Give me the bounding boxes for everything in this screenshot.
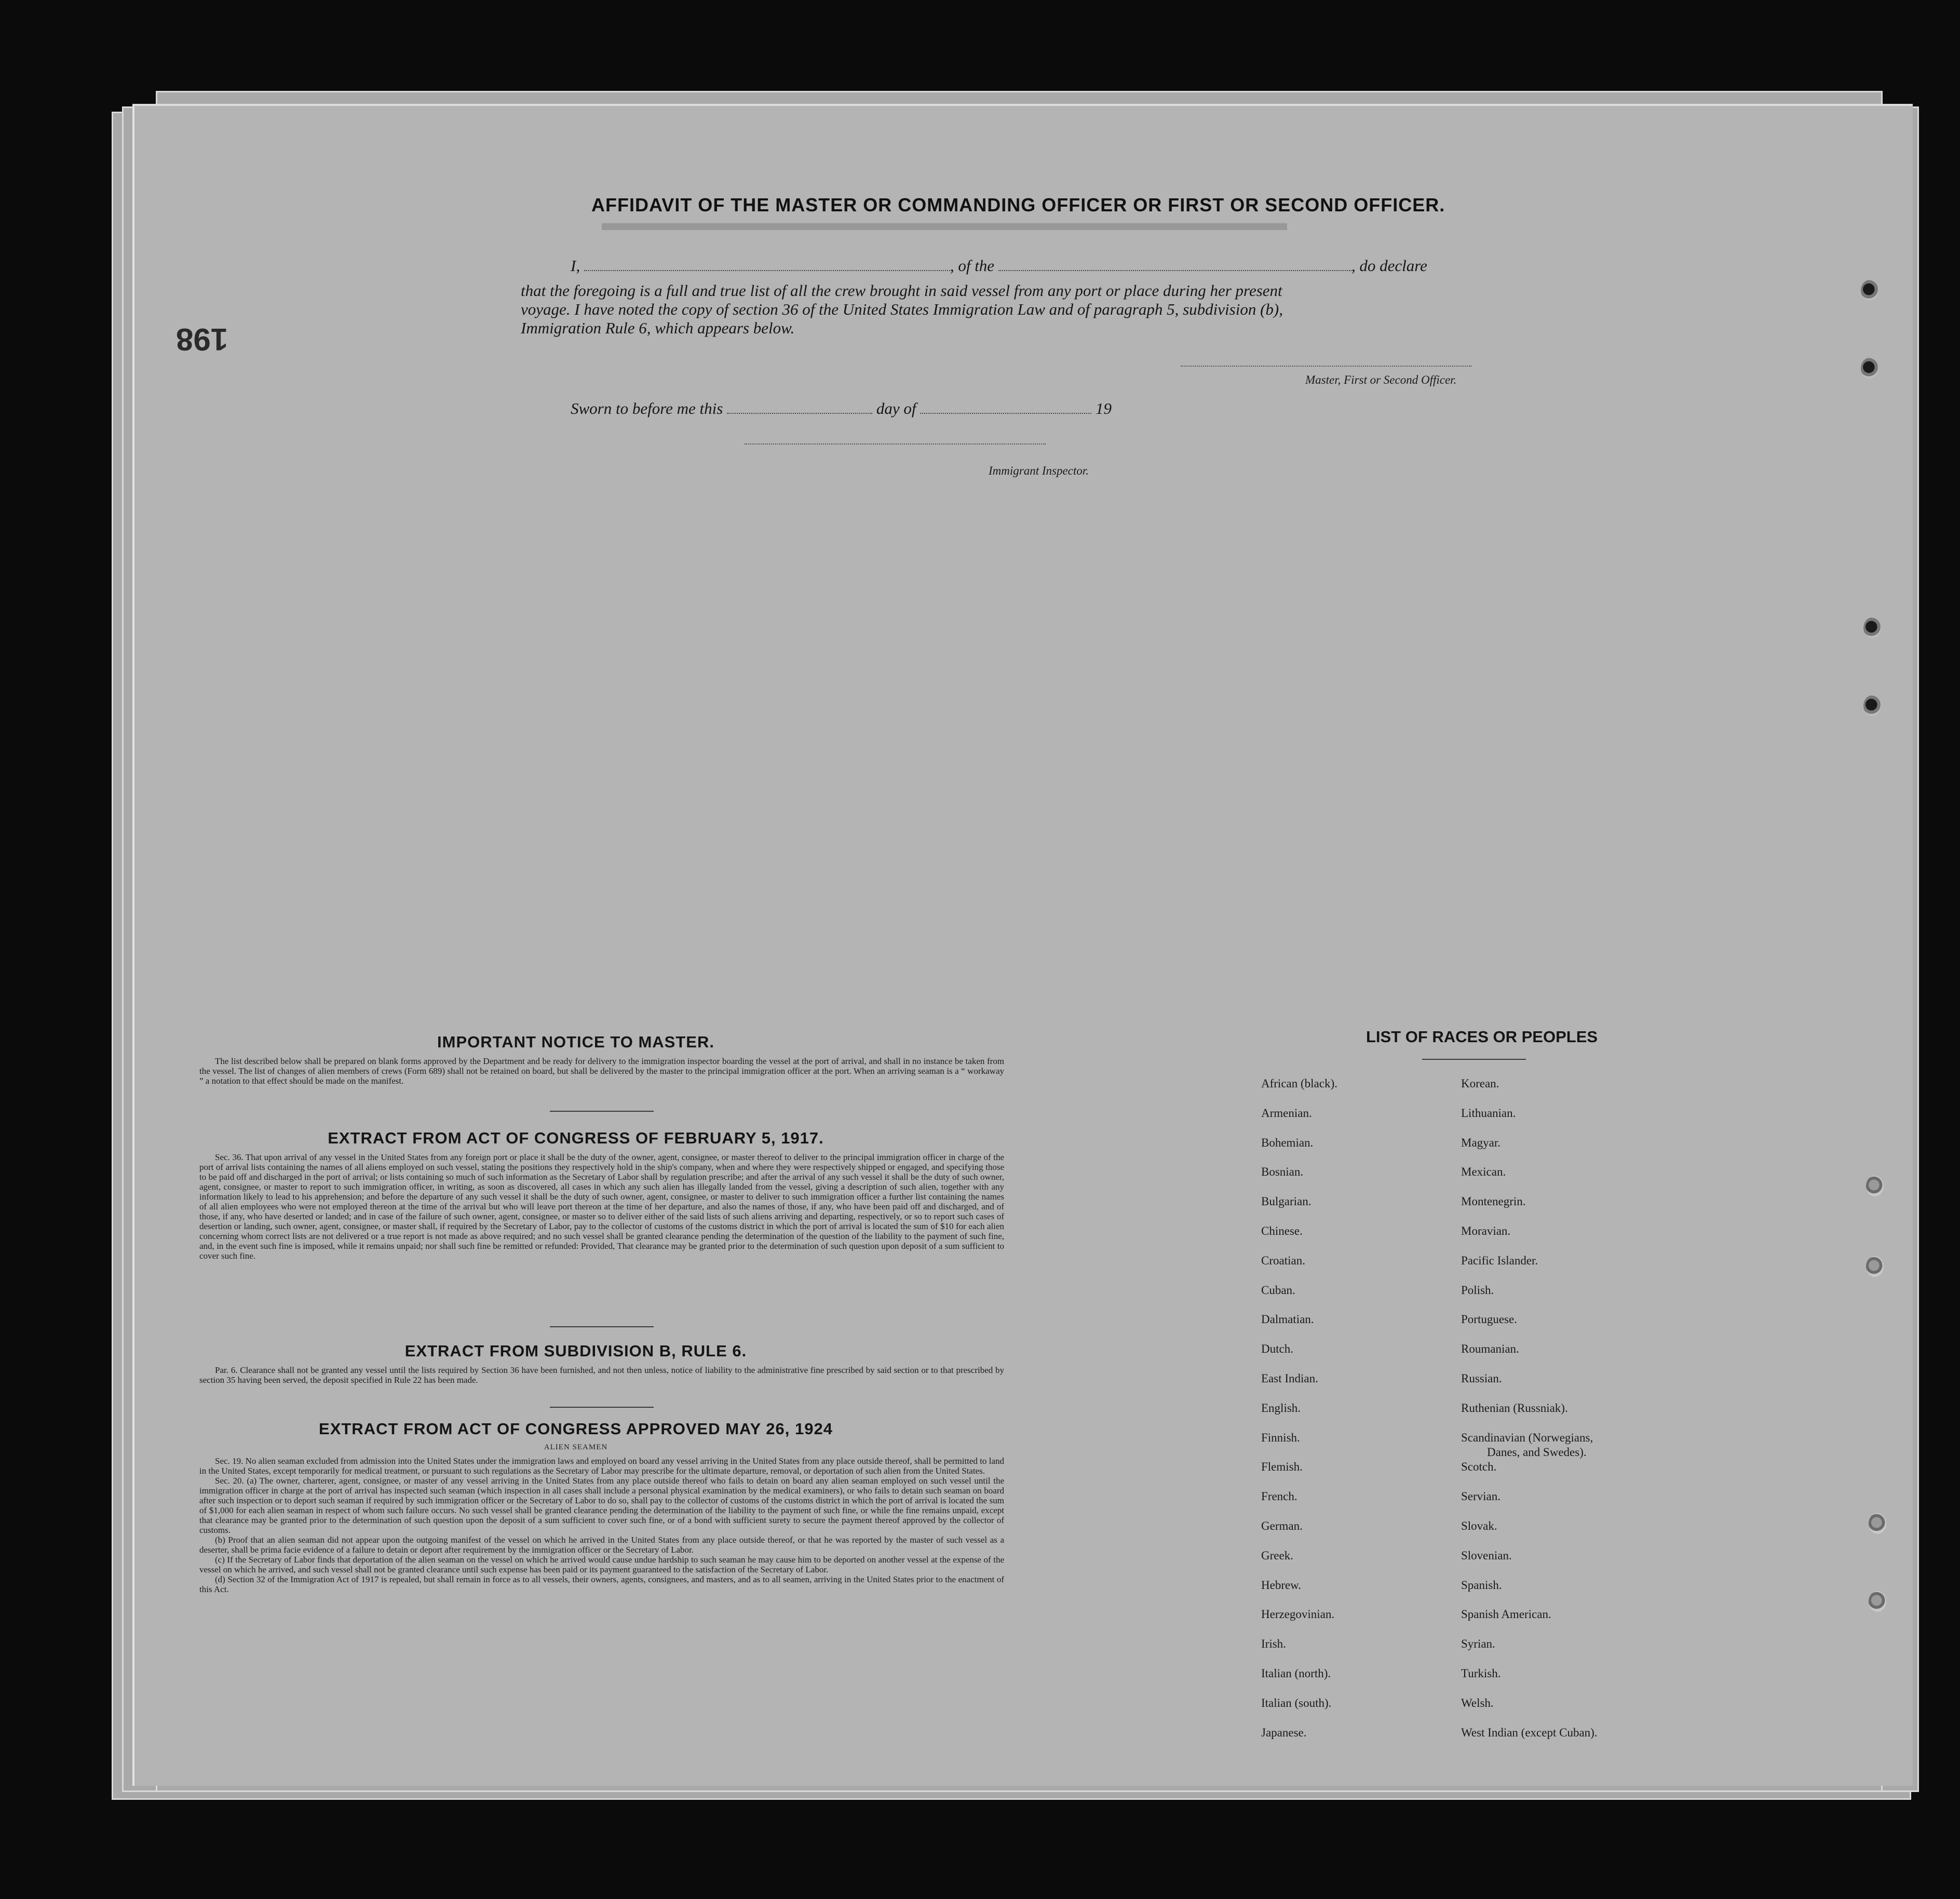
race-item: Irish. <box>1261 1637 1286 1651</box>
declare-label: , do declare <box>1351 257 1427 275</box>
extract-1924-paragraph: Sec. 20. (a) The owner, charterer, agent, consignee, or master of any vessel arriving in the United States from any place outside thereof who fails to detain on board any alien seaman employed on such vessel until the immigration officer in charge at the port of arrival has inspected such seaman (which inspection in all cases shall include a personal physical examination by the medical examiners), or who fails to detain such seaman on board after such inspection or to deport such seaman if required by such immigration officer or the Secretary of Labor to do so, shall pay to the collector of customs of the customs district in which the port of arrival is located the sum of $1,000 for each alien seaman in respect of whom such failure occurs. No such vessel shall be granted clearance pending the determination of the liability to the payment of such fine, or while the fine remains unpaid, except that clearance may be granted prior to the determination of such question upon the deposit of a sum sufficient to cover such fine, or of a bond with sufficient surety to secure the payment thereof approved by the collector of customs. <box>199 1476 1004 1535</box>
race-item: Pacific Islander. <box>1461 1254 1538 1267</box>
race-item: Ruthenian (Russniak). <box>1461 1401 1568 1415</box>
race-item: Finnish. <box>1261 1431 1300 1444</box>
affidavit-body-line: Immigration Rule 6, which appears below. <box>521 319 795 337</box>
punch-hole <box>1863 617 1881 638</box>
extract-1924-paragraph: (d) Section 32 of the Immigration Act of 1917 is repealed, but shall remain in force as to all vessels, their owners, agents, consignees, and masters, and as to all seamen, arriving in the United States prior to the enactment of this Act. <box>199 1574 1004 1594</box>
race-item: Moravian. <box>1461 1224 1511 1237</box>
punch-hole <box>1869 1591 1886 1612</box>
extract-1924-title: EXTRACT FROM ACT OF CONGRESS APPROVED MAY 26, 1924 <box>319 1420 833 1438</box>
race-item: Bulgarian. <box>1261 1195 1312 1208</box>
punch-hole <box>1861 280 1878 301</box>
sworn-prefix: Sworn to before me this <box>571 399 723 417</box>
race-item: Bosnian. <box>1261 1165 1304 1179</box>
race-item: Slovenian. <box>1461 1548 1512 1562</box>
race-item: Italian (south). <box>1261 1696 1332 1709</box>
affidavit-title: AFFIDAVIT OF THE MASTER OR COMMANDING OFFICER OR FIRST OR SECOND OFFICER. <box>591 194 1445 216</box>
extract-1924-paragraph: (c) If the Secretary of Labor finds that deportation of the alien seaman on the vessel on which he arrived would cause undue hardship to such seaman he may cause him to be deported on another vessel at the expense of the vessel on which he arrived, and such vessel shall not be granted clearance until such expense has been paid or its payment guaranteed to the satisfaction of the Secretary of Labor. <box>199 1555 1004 1574</box>
race-item: Portuguese. <box>1461 1313 1517 1326</box>
race-item: Spanish. <box>1461 1578 1502 1592</box>
punch-hole <box>1869 1513 1886 1534</box>
notice-paragraph: The list described below shall be prepared on blank forms approved by the Department and be ready for delivery to the immigration inspector boarding the vessel at the port of arrival, and shall in no instance be taken from the vessel. The list of changes of alien members of crews (Form 689) shall not be retained on board, but shall be delivered by the master to the principal immigration officer at the port. When an arriving seaman is a “ workaway ” a notation to that effect should be made on the manifest. <box>199 1056 1004 1086</box>
race-item: Dutch. <box>1261 1342 1293 1356</box>
declarant-prefix: I, <box>571 257 580 275</box>
race-item: Russian. <box>1461 1372 1502 1385</box>
race-item: Bohemian. <box>1261 1136 1314 1149</box>
race-item: African (black). <box>1261 1077 1337 1090</box>
race-item: Chinese. <box>1261 1224 1303 1237</box>
sworn-line <box>571 399 1112 418</box>
race-item: Welsh. <box>1461 1696 1494 1709</box>
master-signature-label: Master, First or Second Officer. <box>1305 373 1457 386</box>
notice-title: IMPORTANT NOTICE TO MASTER. <box>437 1033 714 1051</box>
races-title: LIST OF RACES OR PEOPLES <box>1366 1028 1598 1046</box>
affidavit-body-line: that the foregoing is a full and true list of all the crew brought in said vessel from any port or place during her present <box>521 281 1282 300</box>
race-item: Korean. <box>1461 1077 1499 1090</box>
race-item: Flemish. <box>1261 1460 1303 1474</box>
extract-rule6-paragraph: Par. 6. Clearance shall not be granted any vessel until the lists required by Section 36 have been furnished, and not then unless, notice of liability to the administrative fine prescribed by said section or to that prescribed by section 35 having been served, the deposit specified in Rule 22 has been made. <box>199 1365 1004 1385</box>
notice-text <box>199 1056 1004 1086</box>
extract-1917-text <box>199 1152 1004 1261</box>
extract-1917-title: EXTRACT FROM ACT OF CONGRESS OF FEBRUARY 5, 1917. <box>328 1129 824 1147</box>
race-item: Japanese. <box>1261 1726 1307 1739</box>
vessel-name-field[interactable] <box>998 270 1351 271</box>
race-item: Montenegrin. <box>1461 1195 1526 1208</box>
extract-rule6-text <box>199 1365 1004 1385</box>
race-item: Lithuanian. <box>1461 1106 1516 1120</box>
divider <box>550 1407 654 1408</box>
race-item: French. <box>1261 1490 1297 1503</box>
race-item: Turkish. <box>1461 1667 1501 1680</box>
race-item: Croatian. <box>1261 1254 1305 1267</box>
race-item: Danes, and Swedes). <box>1487 1445 1587 1459</box>
bleed-through-header: ▬▬▬▬▬▬▬▬▬▬▬▬▬▬▬▬▬▬▬▬▬▬▬▬▬▬▬▬▬▬ <box>602 210 1287 235</box>
punch-hole <box>1866 1176 1884 1196</box>
punch-hole <box>1866 1256 1884 1277</box>
race-item: Syrian. <box>1461 1637 1495 1651</box>
race-item: Dalmatian. <box>1261 1313 1314 1326</box>
inspector-signature-line[interactable] <box>745 443 1046 445</box>
race-item: Cuban. <box>1261 1283 1295 1297</box>
sworn-day-label: day of <box>876 399 916 417</box>
race-item: Armenian. <box>1261 1106 1312 1120</box>
page-number: 198 <box>176 322 228 357</box>
race-item: Italian (north). <box>1261 1667 1331 1680</box>
extract-1917-paragraph: Sec. 36. That upon arrival of any vessel in the United States from any foreign port or place it shall be the duty of the owner, agent, consignee, or master thereof to deliver to the principal immigration officer in charge of the port of arrival lists containing the names of all aliens employed on such vessel, stating the positions they respectively hold in the ship's company, when and where they were respectively shipped or engaged, and specifying those to be paid off and discharged in the port of arrival; or lists containing so much of such information as the Secretary of Labor shall by regulation prescribe; and after the arrival of any such vessel it shall be the duty of such owner, agent, consignee, or master to report to such immigration officer, in writing, as soon as discovered, all cases in which any such alien has illegally landed from the vessel, giving a description of such alien, together with any information likely to lead to his apprehension; and before the departure of any such vessel it shall be the duty of such owner, agent, consignee, or master to deliver to such immigration officer a further list containing the names of all alien employees who were not employed thereon at the time of the arrival but who will leave port thereon at the time of her departure, and also the names of those, if any, who have been paid off and discharged, and of those, if any, who have deserted or landed; and in case of the failure of such owner, agent, consignee, or master so to deliver either of the said lists of such aliens arriving and departing, respectively, or so to report such cases of desertion or landing, such owner, agent, consignee, or master shall, if required by the Secretary of Labor, pay to the collector of customs of the customs district in which the port of arrival is located the sum of $10 for each alien concerning whom correct lists are not delivered or a true report is not made as above required; and no such vessel shall be granted clearance pending the determination of the question of the liability to the payment of such fine, and, in the event such fine is imposed, while it remains unpaid; nor shall such fine be remitted or refunded: Provided, That clearance may be granted prior to the determination of such question upon deposit of a sum sufficient to cover such fine. <box>199 1152 1004 1261</box>
vessel-of-label: , of the <box>950 257 995 275</box>
inspector-signature-label: Immigrant Inspector. <box>989 464 1089 477</box>
sworn-month-field[interactable] <box>920 413 1091 414</box>
divider <box>550 1111 654 1112</box>
race-item: Servian. <box>1461 1490 1501 1503</box>
race-item: English. <box>1261 1401 1301 1415</box>
race-item: Magyar. <box>1461 1136 1501 1149</box>
race-item: Hebrew. <box>1261 1578 1302 1592</box>
sworn-day-field[interactable] <box>727 413 872 414</box>
race-item: Spanish American. <box>1461 1608 1551 1621</box>
declaration-line <box>571 257 1427 275</box>
extract-1924-subtitle: ALIEN SEAMEN <box>544 1443 608 1451</box>
race-item: Scotch. <box>1461 1460 1497 1474</box>
race-item: Slovak. <box>1461 1519 1497 1532</box>
divider <box>1422 1059 1526 1060</box>
extract-1924-paragraph: Sec. 19. No alien seaman excluded from admission into the United States under the immigration laws and employed on board any vessel arriving in the United States from any place outside thereof, shall be permitted to land in the United States, except temporarily for medical treatment, or pursuant to such regulations as the Secretary of Labor may prescribe for the ultimate departure, removal, or deportation of such alien from the United States. <box>199 1456 1004 1476</box>
race-item: West Indian (except Cuban). <box>1461 1726 1598 1739</box>
sworn-year-label: 19 <box>1095 399 1112 417</box>
extract-1924-paragraph: (b) Proof that an alien seaman did not appear upon the outgoing manifest of the vessel on which he arrived in the United States from any place outside thereof, or that he was reported by the master of such vessel as a deserter, shall be prima facie evidence of a failure to detain or deport after requirement by the immigration officer or the Secretary of Labor. <box>199 1535 1004 1555</box>
extract-rule6-title: EXTRACT FROM SUBDIVISION B, RULE 6. <box>404 1342 747 1360</box>
form-page <box>132 104 1913 1786</box>
master-signature-line[interactable] <box>1181 366 1471 367</box>
declarant-name-field[interactable] <box>584 270 950 271</box>
punch-hole <box>1863 695 1881 716</box>
race-item: Herzegovinian. <box>1261 1608 1335 1621</box>
extract-1924-text <box>199 1456 1004 1594</box>
race-item: Scandinavian (Norwegians, <box>1461 1431 1593 1444</box>
affidavit-body-line: voyage. I have noted the copy of section 36 of the United States Immigration Law and of paragraph 5, subdivision (b), <box>521 300 1283 318</box>
race-item: Greek. <box>1261 1548 1293 1562</box>
punch-hole <box>1861 358 1878 379</box>
race-item: Roumanian. <box>1461 1342 1519 1356</box>
divider <box>550 1326 654 1327</box>
race-item: East Indian. <box>1261 1372 1318 1385</box>
race-item: Mexican. <box>1461 1165 1506 1179</box>
race-item: German. <box>1261 1519 1303 1532</box>
race-item: Polish. <box>1461 1283 1494 1297</box>
